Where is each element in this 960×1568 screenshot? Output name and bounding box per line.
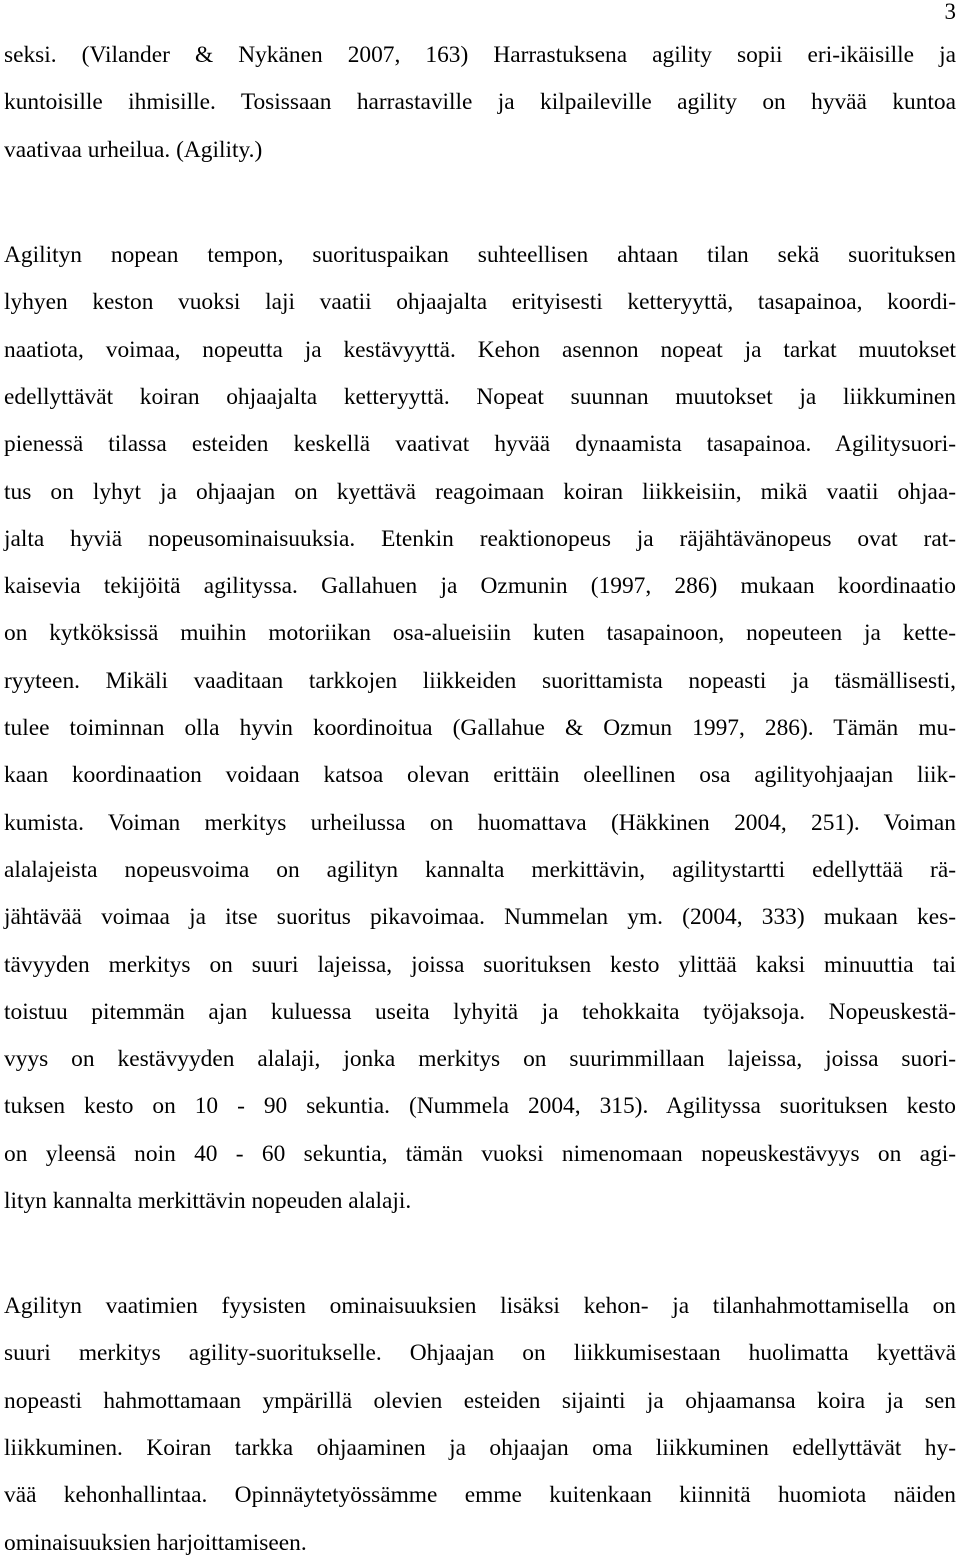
text-line: jalta hyviä nopeusominaisuuksia. Etenkin reaktionopeus ja räjähtävänopeus ovat rat-: [4, 525, 956, 552]
text-line: lyhyen keston vuoksi laji vaatii ohjaajalta erityisesti ketteryyttä, tasapainoa, koordi-: [4, 289, 956, 316]
text-line: Agilityn nopean tempon, suorituspaikan suhteellisen ahtaan tilan sekä suorituksen: [4, 242, 956, 268]
text-line: tävyyden merkitys on suuri lajeissa, joissa suorituksen kesto ylittää kaksi minuuttia tai: [4, 951, 956, 978]
text-line: suuri merkitys agility-suoritukselle. Ohjaajan on liikkumisestaan huolimatta kyettävä: [4, 1340, 956, 1367]
text-line: on kytköksissä muihin motoriikan osa-alueisiin kuten tasapainoon, nopeuteen ja kette-: [4, 620, 956, 647]
page-number: 3: [944, 0, 956, 24]
text-line: naatiota, voimaa, nopeutta ja kestävyyttä. Kehon asennon nopeat ja tarkat muutokset: [4, 336, 956, 363]
text-line: edellyttävät koiran ohjaajalta ketteryyttä. Nopeat suunnan muutokset ja liikkuminen: [4, 383, 956, 410]
text-line: vää kehonhallintaa. Opinnäytetyössämme emme kuitenkaan kiinnitä huomiota näiden: [4, 1482, 956, 1509]
text-line: kaisevia tekijöitä agilityssa. Gallahuen ja Ozmunin (1997, 286) mukaan koordinaatio: [4, 573, 956, 600]
text-line: tulee toiminnan olla hyvin koordinoitua (Gallahue & Ozmun 1997, 286). Tämän mu-: [4, 715, 956, 741]
text-line: lityn kannalta merkittävin nopeuden alalaji.: [4, 1188, 412, 1214]
text-line: ominaisuuksien harjoittamiseen.: [4, 1529, 307, 1556]
text-line: jähtävää voimaa ja itse suoritus pikavoimaa. Nummelan ym. (2004, 333) mukaan kes-: [4, 904, 956, 931]
text-line: liikkuminen. Koiran tarkka ohjaaminen ja ohjaajan oma liikkuminen edellyttävät hy-: [4, 1434, 956, 1461]
text-line: kaan koordinaation voidaan katsoa olevan erittäin oleellinen osa agilityohjaajan liik-: [4, 762, 956, 789]
text-line: vyys on kestävyyden alalaji, jonka merkitys on suurimmillaan lajeissa, joissa suori-: [4, 1046, 956, 1073]
text-line: tus on lyhyt ja ohjaajan on kyettävä reagoimaan koiran liikkeisiin, mikä vaatii ohjaa-: [4, 478, 956, 505]
text-line: tuksen kesto on 10 - 90 sekuntia. (Nummela 2004, 315). Agilityssa suorituksen kesto: [4, 1093, 956, 1120]
text-line: seksi. (Vilander & Nykänen 2007, 163) Harrastuksena agility sopii eri-ikäisille ja: [4, 42, 956, 68]
text-line: vaativaa urheilua. (Agility.): [4, 136, 263, 163]
text-line: toistuu pitemmän ajan kuluessa useita lyhyitä ja tehokkaita työjaksoja. Nopeuskestä-: [4, 998, 956, 1025]
text-line: kuntoisille ihmisille. Tosissaan harrastaville ja kilpaileville agility on hyvää kuntoa: [4, 89, 956, 116]
text-line: on yleensä noin 40 - 60 sekuntia, tämän vuoksi nimenomaan nopeuskestävyys on agi-: [4, 1140, 956, 1167]
text-line: alalajeista nopeusvoima on agilityn kannalta merkittävin, agilitystartti edellyttää rä-: [4, 856, 956, 883]
text-line: ryyteen. Mikäli vaaditaan tarkkojen liikkeiden suorittamista nopeasti ja täsmällisesti,: [4, 667, 956, 694]
text-line: nopeasti hahmottamaan ympärillä olevien esteiden sijainti ja ohjaamansa koira ja sen: [4, 1387, 956, 1414]
text-line: kumista. Voiman merkitys urheilussa on huomattava (Häkkinen 2004, 251). Voiman: [4, 809, 956, 836]
text-line: pienessä tilassa esteiden keskellä vaativat hyvää dynaamista tasapainoa. Agilitysuori-: [4, 431, 956, 458]
text-line: Agilityn vaatimien fyysisten ominaisuuksien lisäksi kehon- ja tilanhahmottamisella on: [4, 1293, 956, 1319]
